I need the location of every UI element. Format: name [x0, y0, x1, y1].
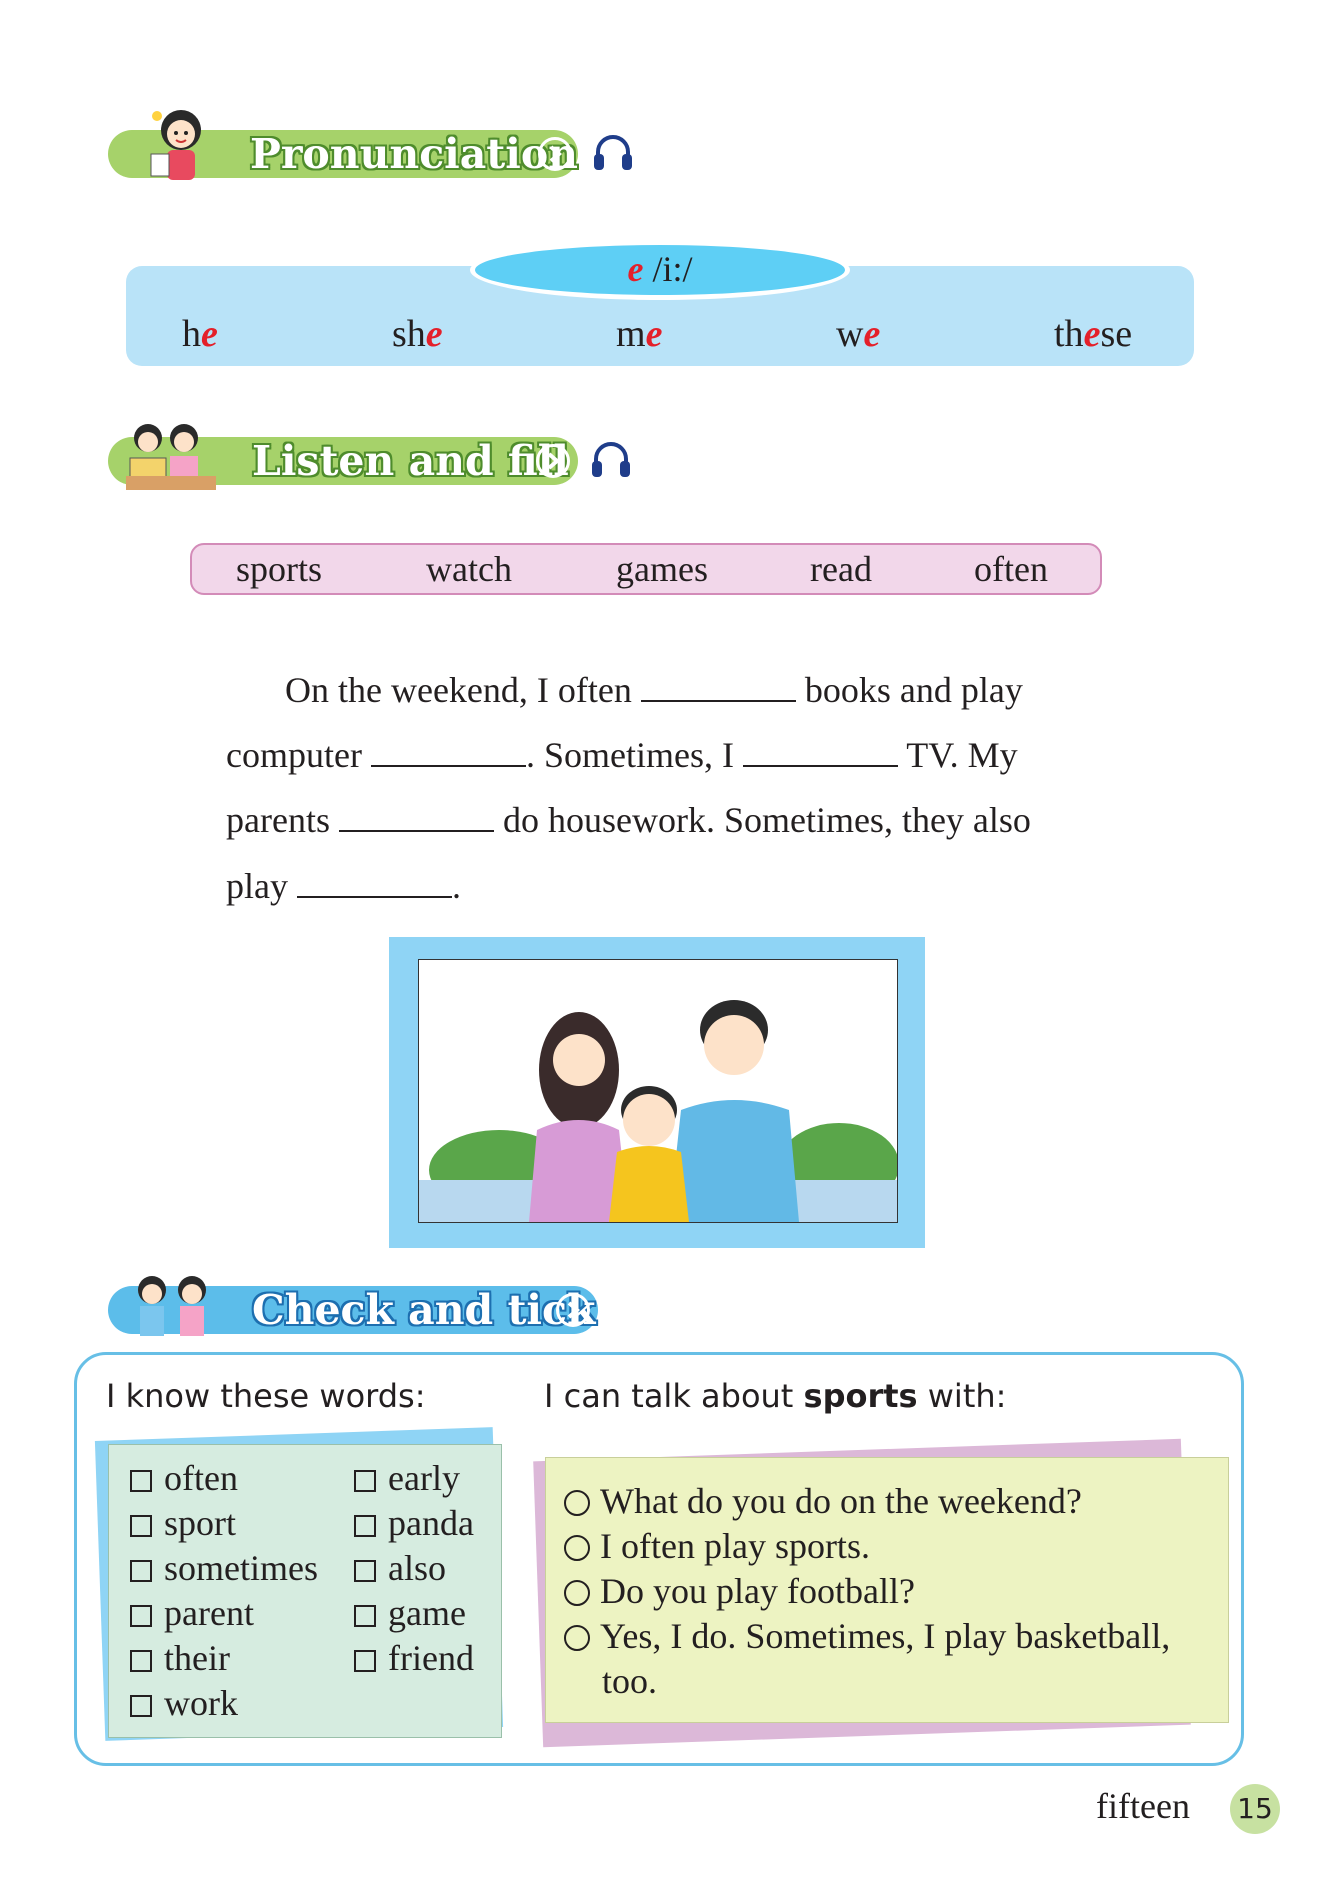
listen-title: Listen and fill [252, 437, 569, 485]
word-check-often[interactable]: often [130, 1456, 238, 1500]
checkbox[interactable] [354, 1560, 376, 1582]
bank-word-read: read [810, 549, 872, 589]
bank-word-sports: sports [236, 549, 323, 589]
fill-blank[interactable] [339, 800, 494, 832]
pron-word-these: these [1054, 313, 1133, 355]
checkbox[interactable] [354, 1650, 376, 1672]
sentence-check-4[interactable]: Yes, I do. Sometimes, I play basketball, [564, 1614, 1170, 1658]
check-title: Check and tick [252, 1286, 596, 1334]
family-illustration [418, 959, 898, 1223]
passage-line-2: computer . Sometimes, I TV. My [226, 735, 1018, 775]
play-arrow-icon[interactable] [556, 1293, 590, 1327]
fill-blank[interactable] [641, 670, 796, 702]
sound-ipa: /i:/ [643, 249, 693, 289]
fill-blank[interactable] [743, 735, 898, 767]
sentence-check-3[interactable]: Do you play football? [564, 1569, 915, 1613]
bank-word-watch: watch [426, 549, 512, 589]
word-check-their[interactable]: their [130, 1636, 230, 1680]
sentence-check-1[interactable]: What do you do on the weekend? [564, 1479, 1082, 1523]
headphones-icon[interactable] [588, 437, 634, 483]
page-word: fifteen [1096, 1786, 1190, 1826]
fill-blank[interactable] [371, 735, 526, 767]
play-arrow-icon[interactable] [538, 137, 572, 171]
radio-circle[interactable] [564, 1625, 590, 1651]
fill-blank[interactable] [297, 866, 452, 898]
words-heading: I know these words: [106, 1377, 426, 1415]
bank-word-games: games [616, 549, 708, 589]
headphones-icon[interactable] [590, 130, 636, 176]
radio-circle[interactable] [564, 1490, 590, 1516]
waving-children-icon [126, 1270, 222, 1342]
word-check-sport[interactable]: sport [130, 1501, 236, 1545]
checkbox[interactable] [354, 1470, 376, 1492]
checkbox[interactable] [130, 1560, 152, 1582]
reading-children-icon [126, 418, 216, 490]
bank-word-often: often [974, 549, 1048, 589]
checkbox[interactable] [130, 1695, 152, 1717]
radio-circle[interactable] [564, 1580, 590, 1606]
pron-word-she: she [392, 313, 443, 355]
word-check-sometimes[interactable]: sometimes [130, 1546, 318, 1590]
page-number: 15 [1230, 1784, 1280, 1834]
passage-line-1: On the weekend, I often books and play [285, 670, 1023, 710]
word-check-work[interactable]: work [130, 1681, 238, 1725]
sentence-check-2[interactable]: I often play sports. [564, 1524, 870, 1568]
checkbox[interactable] [130, 1470, 152, 1492]
talk-heading: I can talk about sports with: [544, 1377, 1007, 1415]
checkbox[interactable] [130, 1515, 152, 1537]
checkbox[interactable] [130, 1650, 152, 1672]
word-check-panda[interactable]: panda [354, 1501, 474, 1545]
word-check-friend[interactable]: friend [354, 1636, 474, 1680]
word-check-parent[interactable]: parent [130, 1591, 254, 1635]
sound-bubble [470, 240, 850, 300]
sound-letter: e [627, 249, 644, 289]
checkbox[interactable] [354, 1605, 376, 1627]
play-arrow-icon[interactable] [536, 444, 570, 478]
sentence-continuation: too. [602, 1661, 658, 1701]
pron-word-he: he [182, 313, 218, 355]
girl-mascot-icon [135, 104, 225, 184]
pron-word-me: me [616, 313, 663, 355]
passage-line-4: play . [226, 866, 461, 906]
checkbox[interactable] [354, 1515, 376, 1537]
word-check-also[interactable]: also [354, 1546, 446, 1590]
checkbox[interactable] [130, 1605, 152, 1627]
passage-line-3: parents do housework. Sometimes, they also [226, 800, 1031, 840]
pron-word-we: we [836, 313, 881, 355]
pronunciation-title: Pronunciation [250, 130, 578, 178]
word-check-game[interactable]: game [354, 1591, 466, 1635]
word-check-early[interactable]: early [354, 1456, 460, 1500]
radio-circle[interactable] [564, 1535, 590, 1561]
